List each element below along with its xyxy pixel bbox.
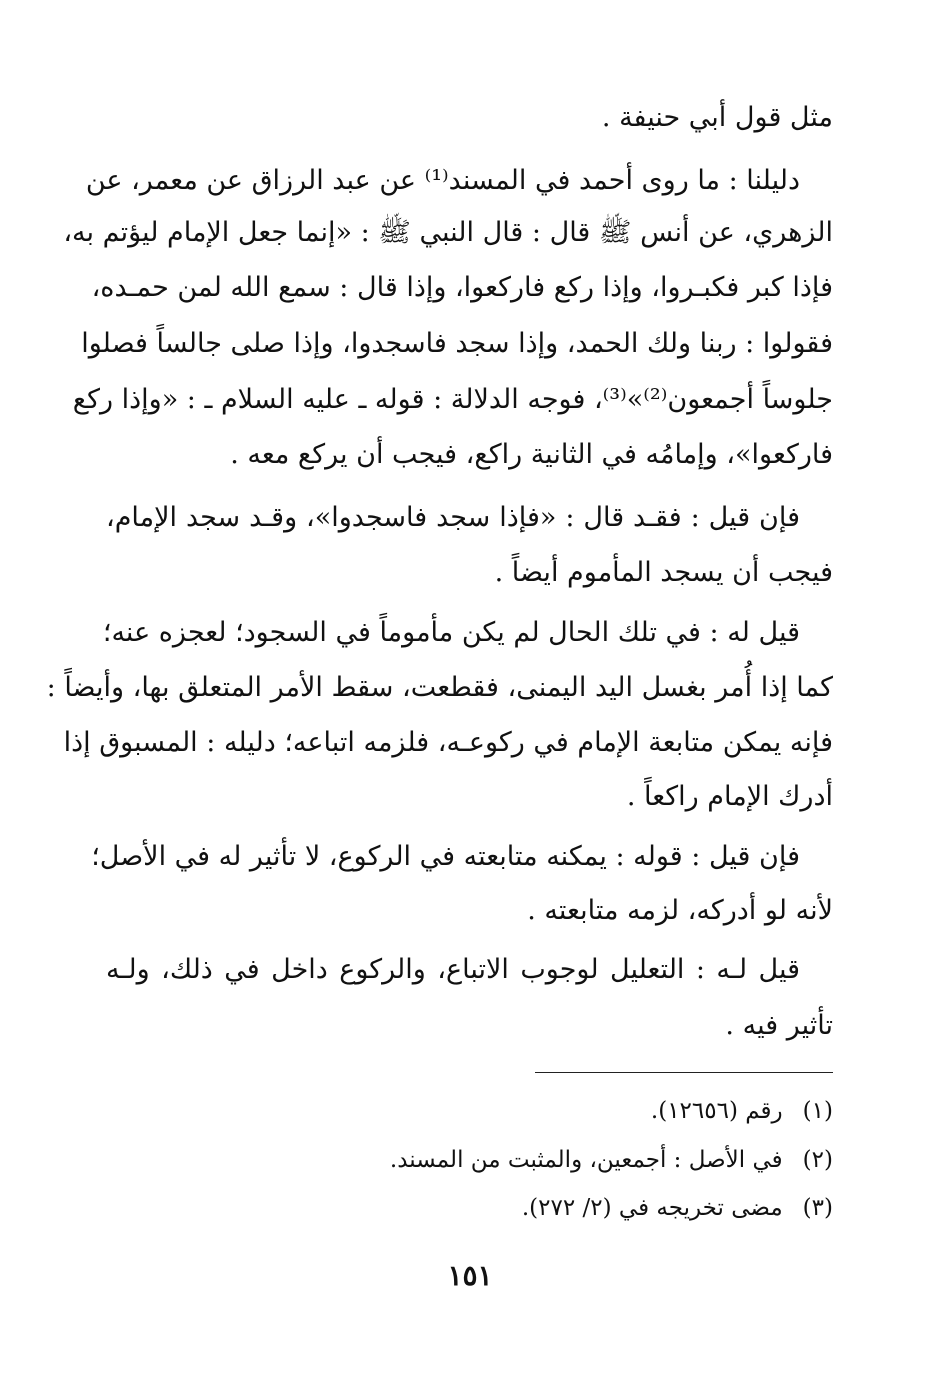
text-line-15: لأنه لو أدركه، لزمه متابعته . [527,895,833,926]
footnote-number: (٣) [802,1195,833,1221]
text-line-3: الزهري، عن أنس ﷺ قال : قال النبي ﷺ : «إنما جعل الإمام ليؤتم به، [63,217,833,248]
footnote-1 [651,1094,833,1130]
text-line-7: فاركعوا»، وإمامُه في الثانية راكع، فيجب أن يركع معه . [230,439,833,470]
footnote-3 [522,1191,833,1227]
text-line-16: قيل لـه : التعليل لوجوب الاتباع، والركوع داخل في ذلك، ولـه [106,954,800,985]
text-line-17: تأثير فيه . [725,1010,833,1041]
footnote-separator [535,1072,833,1073]
text-line-14: فإن قيل : قوله : يمكنه متابعته في الركوع، لا تأثير له في الأصل؛ [91,841,800,872]
text-line-2: دليلنا : ما روى أحمد في المسند⁽¹⁾ عن عبد الرزاق عن معمر، عن [85,165,800,196]
text-line-11: كما إذا أُمر بغسل اليد اليمنى، فقطعت، سقط الأمر المتعلق بها، وأيضاً : [46,672,833,703]
footnote-2 [390,1143,833,1179]
footnote-text: رقم (١٢٦٥٦). [650,1098,783,1124]
footnote-number: (٢) [802,1147,833,1173]
text-line-1: مثل قول أبي حنيفة . [601,102,833,133]
page-number: ١٥١ [447,1259,493,1292]
text-line-5: فقولوا : ربنا ولك الحمد، وإذا سجد فاسجدوا، وإذا صلى جالساً فصلوا [81,328,833,359]
text-line-8: فإن قيل : فقـد قال : «فإذا سجد فاسجدوا»، وقـد سجد الإمام، [106,502,800,533]
footnote-text: في الأصل : أجمعين، والمثبت من المسند. [389,1147,783,1173]
text-line-10: قيل له : في تلك الحال لم يكن مأموماً في السجود؛ لعجزه عنه؛ [102,617,800,648]
footnote-number: (١) [802,1098,833,1124]
text-line-13: أدرك الإمام راكعاً . [626,781,833,812]
footnote-text: مضى تخريجه في (٢/ ٢٧٢). [521,1195,783,1221]
text-line-9: فيجب أن يسجد المأموم أيضاً . [494,557,833,588]
text-line-12: فإنه يمكن متابعة الإمام في ركوعـه، فلزمه اتباعه؛ دليله : المسبوق إذا [63,727,833,758]
text-line-4: فإذا كبر فكبـروا، وإذا ركع فاركعوا، وإذا قال : سمع الله لمن حمـده، [91,272,833,303]
text-line-6: جلوساً أجمعون⁽²⁾»⁽³⁾، فوجه الدلالة : قوله ـ عليه السلام ـ : «وإذا ركع [72,384,833,415]
